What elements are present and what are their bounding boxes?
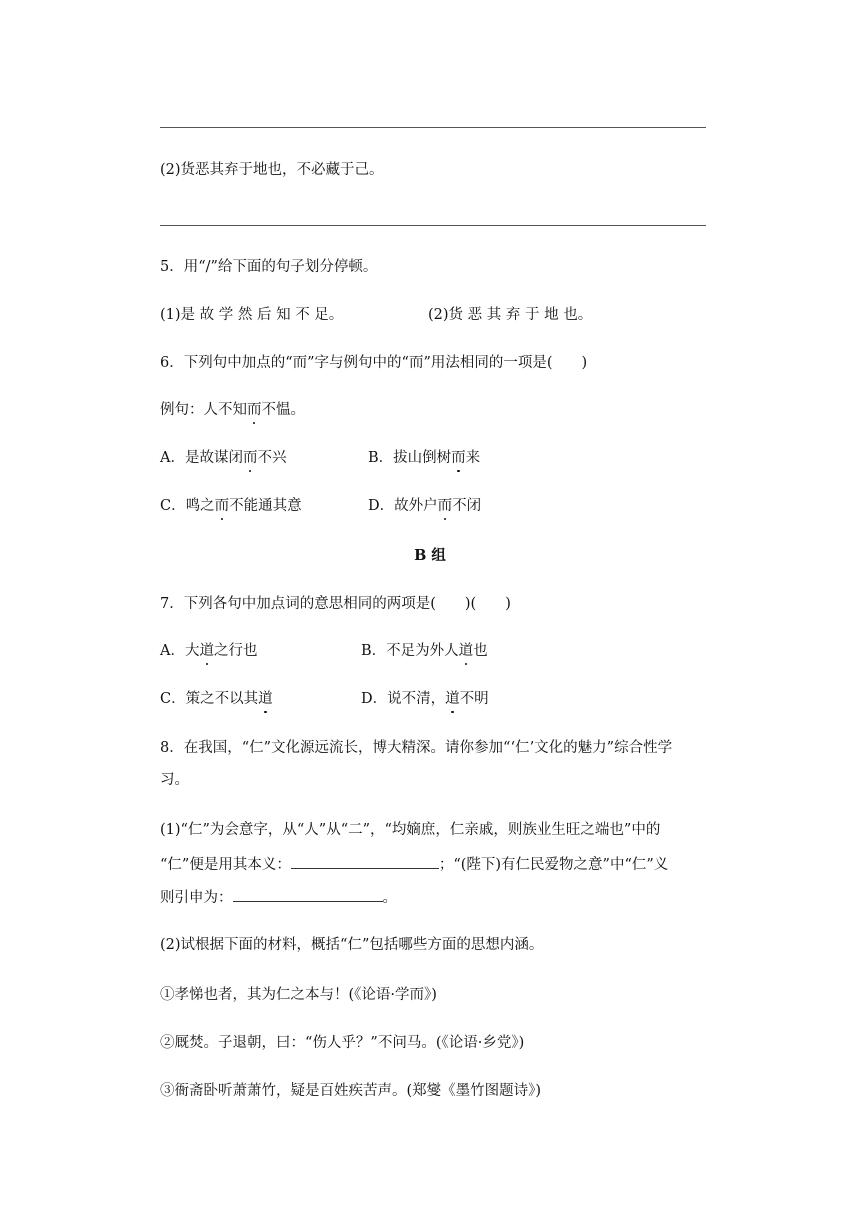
text: 则引申为： xyxy=(160,890,233,906)
q8-material-1: ①孝悌也者，其为仁之本与！(《论语·学而》) xyxy=(160,987,437,1003)
option-text: C．鸣之 xyxy=(160,498,215,514)
q6-stem: 6．下列句中加点的“而”字与例句中的“而”用法相同的一项是( ) xyxy=(160,355,588,371)
dotted-char: 道 xyxy=(458,643,474,659)
q6-example xyxy=(160,400,305,420)
text: 。 xyxy=(382,890,397,906)
answer-blank-1[interactable] xyxy=(291,854,439,869)
text: “仁”便是用其本义： xyxy=(160,857,291,873)
q8-part2-stem: (2)试根据下面的材料，概括“仁”包括哪些方面的思想内涵。 xyxy=(160,937,544,953)
option-text: A．是故谋闭 xyxy=(160,450,243,466)
text: ；“(陛下)有仁民爱物之意”中“仁”义 xyxy=(438,857,669,873)
dotted-char: 而 xyxy=(437,498,453,514)
q6-example-pre: 例句：人不知 xyxy=(160,402,247,418)
q4-part2-text: (2)货恶其弃于地也，不必藏于己。 xyxy=(160,162,384,178)
q7-option-b xyxy=(361,641,488,661)
dotted-char: 而 xyxy=(451,450,466,466)
q5-part1: (1)是 故 学 然 后 知 不 足。 xyxy=(160,307,344,323)
q8-part1-line2 xyxy=(160,854,668,875)
answer-line-1 xyxy=(160,127,706,128)
option-text: A．大 xyxy=(160,643,200,659)
option-text: D．说不清， xyxy=(361,691,446,707)
option-text: C．策之不以其 xyxy=(160,691,259,707)
group-b-heading: B 组 xyxy=(414,547,446,564)
q8-stem-line1: 8．在我国，“仁”文化源远流长，博大精深。请你参加“‘仁’文化的魅力”综合性学 xyxy=(160,740,673,756)
q6-option-d xyxy=(368,496,481,516)
q7-option-a xyxy=(160,641,257,661)
answer-blank-2[interactable] xyxy=(233,887,383,902)
option-text: 之行也 xyxy=(213,643,258,659)
option-text: 来 xyxy=(465,450,481,466)
dotted-char: 而 xyxy=(214,498,230,514)
q6-example-dotted-char: 而 xyxy=(247,402,262,418)
option-text: 不兴 xyxy=(257,450,287,466)
q8-stem-line2: 习。 xyxy=(160,772,189,788)
dotted-char: 而 xyxy=(242,450,258,466)
q5-stem: 5．用“/”给下面的句子划分停顿。 xyxy=(160,259,378,275)
q8-part1-line1: (1)“仁”为会意字，从“人”从“二”，“均嫡庶，仁亲戚，则族业生旺之端也”中的 xyxy=(160,822,661,838)
option-text: 也 xyxy=(473,643,488,659)
q7-option-c xyxy=(160,689,273,709)
option-text: D．故外户 xyxy=(368,498,438,514)
q8-part1-line3 xyxy=(160,887,397,908)
q6-option-a xyxy=(160,448,286,468)
q5-part2: (2)货 恶 其 弃 于 地 也。 xyxy=(428,307,593,323)
option-text: 不明 xyxy=(459,691,489,707)
q8-material-2: ②厩焚。子退朝，曰：“伤人乎？”不问马。(《论语·乡党》) xyxy=(160,1035,525,1051)
dotted-char: 道 xyxy=(199,643,214,659)
option-text: B．拔山倒树 xyxy=(368,450,452,466)
option-text: 不闭 xyxy=(452,498,482,514)
option-text: B．不足为外人 xyxy=(361,643,459,659)
q7-stem: 7．下列各句中加点词的意思相同的两项是( )( ) xyxy=(160,596,511,612)
q8-material-3: ③衙斋卧听萧萧竹，疑是百姓疾苦声。(郑燮《墨竹图题诗》) xyxy=(160,1083,542,1099)
q6-example-post: 不愠。 xyxy=(261,402,305,418)
dotted-char: 道 xyxy=(258,691,273,707)
q6-option-c xyxy=(160,496,302,516)
q7-option-d xyxy=(361,689,489,709)
dotted-char: 道 xyxy=(445,691,460,707)
option-text: 不能通其意 xyxy=(229,498,302,514)
q6-option-b xyxy=(368,448,480,468)
answer-line-2 xyxy=(160,225,706,226)
